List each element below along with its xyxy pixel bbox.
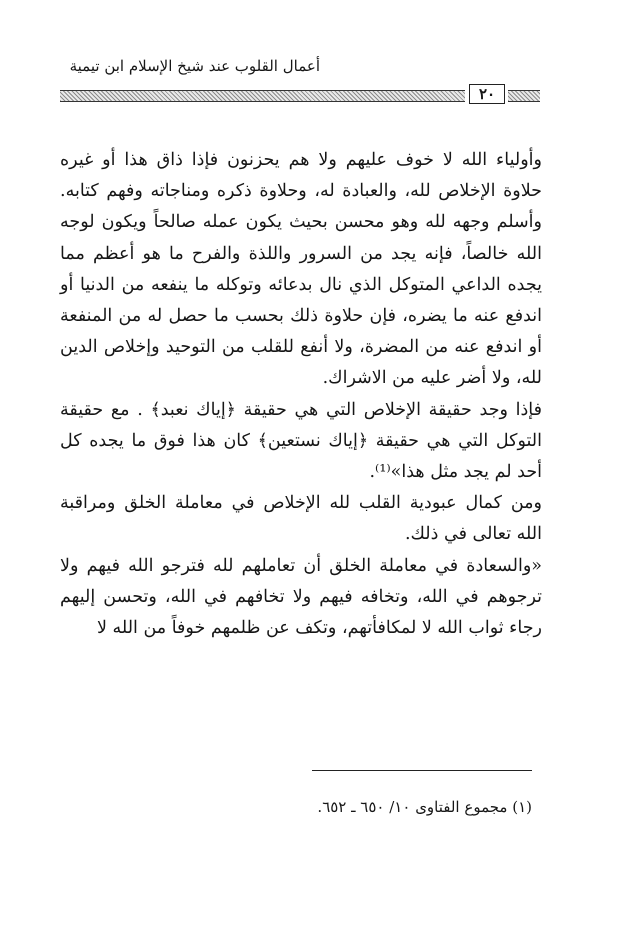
paragraph-2: فإذا وجد حقيقة الإخلاص التي هي حقيقة ﴿إياك نعبد﴾ . مع حقيقة التوكل التي هي حقيقة ﴿إياك نستعين﴾ كان هذا فوق ما يجده كل أحد لم يجد مثل هذا»⁽¹⁾. [60,399,542,483]
header-hatch-left [60,90,465,102]
paragraph-1: وأولياء الله لا خوف عليهم ولا هم يحزنون فإذا ذاق هذا أو غيره حلاوة الإخلاص لله، والعبادة له، وحلاوة ذكره ومناجاته وفهم كتابه. وأسلم وجهه لله وهو محسن بحيث يكون عمله صالحاً ويكون لوجه الله خالصاً، فإنه يجد من السرور واللذة والفرح ما هو أعظم مما يجده الداعي المتوكل الذي نال بدعائه وتوكله ما ينفعه من الدنيا أو اندفع عنه ما يضره، فإن حلاوة ذلك بحسب ما حصل له من المنفعة أو اندفع عنه من المضرة، ولا أنفع للقلب من التوحيد وإخلاص الدين لله، ولا أضر عليه من الاشراك. [60,150,542,389]
paragraph-3: ومن كمال عبودية القلب لله الإخلاص في معاملة الخلق ومراقبة الله تعالى في ذلك. [60,493,542,545]
paragraph-4: «والسعادة في معاملة الخلق أن تعاملهم لله فترجو الله فيهم ولا ترجوهم في الله، وتخافه فيهم ولا تخافهم في الله، وتحسن إليهم رجاء ثواب الله لا لمكافأتهم، وتكف عن ظلمهم خوفاً من الله لا [60,555,542,639]
footnote-1: (١) مجموع الفتاوى ١٠/ ٦٥٠ ـ ٦٥٢. [317,798,532,816]
header-ornament-band [60,84,540,106]
header-hatch-right [508,90,540,102]
running-header-title: أعمال القلوب عند شيخ الإسلام ابن تيمية [69,57,320,75]
main-text [60,145,542,644]
footnote-separator [312,770,532,771]
page-number: ٢٠ [469,84,505,104]
